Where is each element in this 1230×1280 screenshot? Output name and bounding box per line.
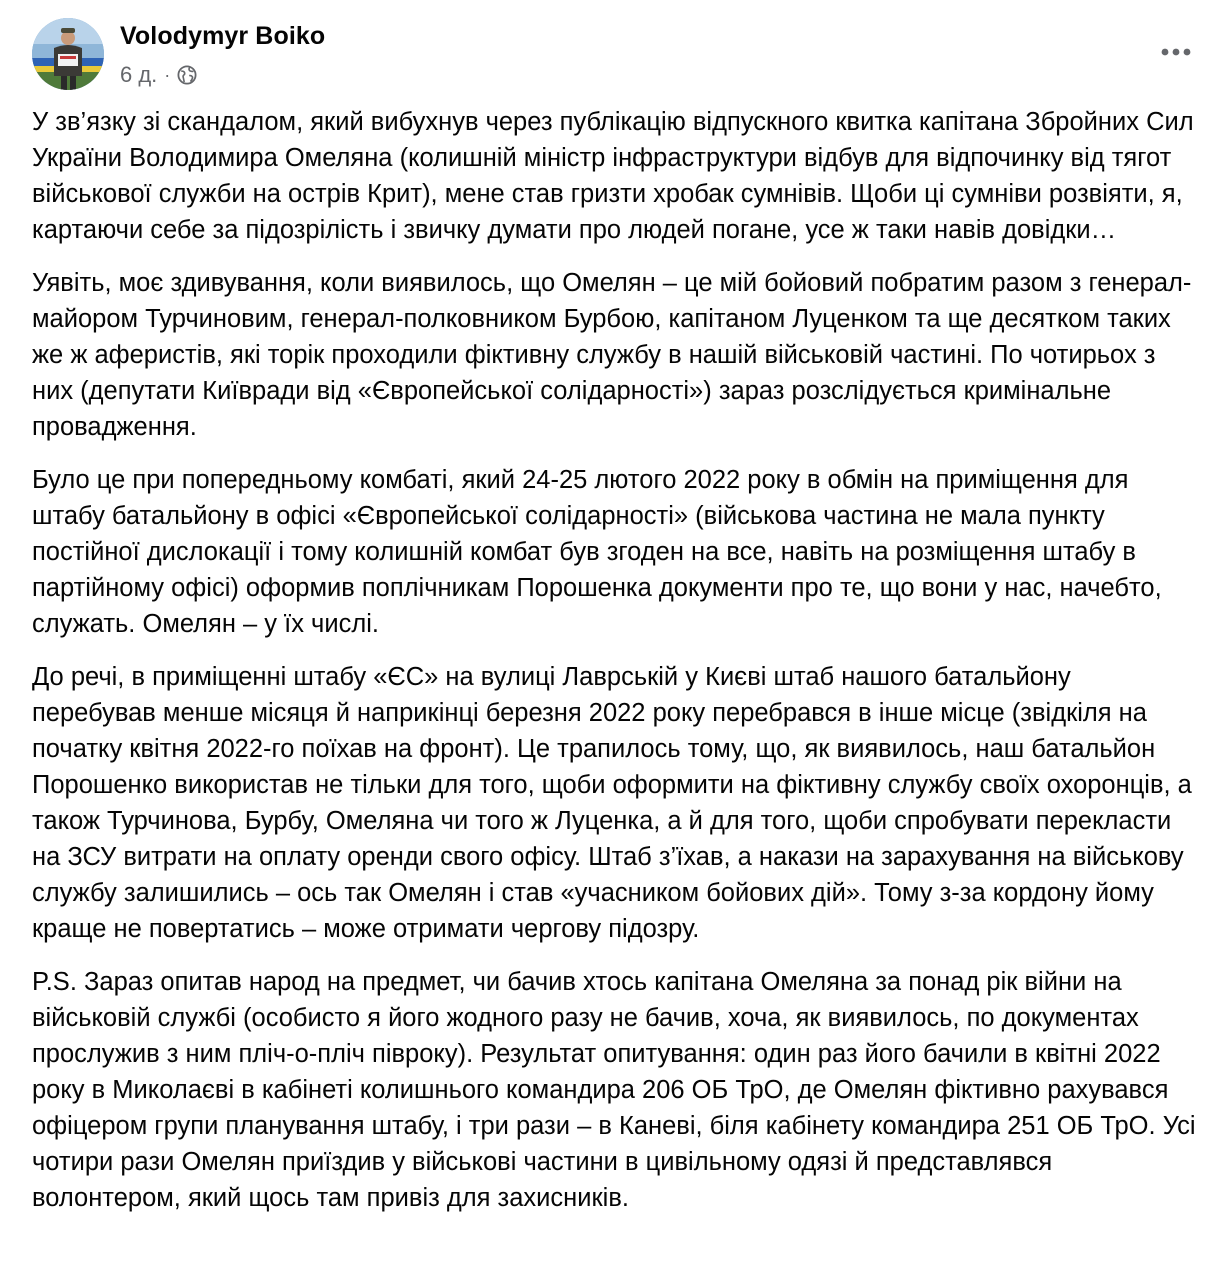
post-text — [32, 104, 1198, 1233]
more-horizontal-icon — [1161, 48, 1191, 56]
post-meta — [120, 60, 198, 90]
author-name[interactable]: Volodymyr Boiko — [120, 22, 326, 50]
profile-photo-icon — [32, 18, 104, 90]
post-timestamp[interactable]: 6 д. — [120, 62, 158, 87]
more-options-button[interactable] — [1154, 30, 1198, 74]
post-paragraph: Уявіть, моє здивування, коли виявилось, що Омелян – це мій бойовий побратим разом з генерал-майором Турчиновим, генерал-полковником Бурбою, капітаном Луценком та ще десятком таких же ж аферистів, які торік проходили фіктивну службу в нашій військовій частині. По чотирьох з них (депутати Київради від «Європейської солідарності») зараз розслідується кримінальне провадження. — [32, 269, 1192, 441]
post-header — [32, 16, 1198, 96]
post-paragraph: У зв’язку зі скандалом, який вибухнув через публікацію відпускного квитка капітана Збройних Сил України Володимира Омеляна (колишній міністр інфраструктури відбув для відпочинку від тягот військової служби на острів Крит), мене став гризти хробак сумнівів. Щоби ці сумніви розвіяти, я, картаючи себе за підозрілість і звичку думати про людей погане, усе ж таки навів довідки… — [32, 108, 1194, 244]
meta-separator: · — [164, 64, 171, 85]
post-paragraph: Було це при попередньому комбаті, який 24-25 лютого 2022 року в обмін на приміщення для штабу батальйону в офісі «Європейської солідарності» (військова частина не мала пункту постійної дислокації і тому колишній комбат був згоден на все, навіть на розміщення штабу в партійному офісі) оформив поплічникам Порошенка документи про те, що вони у нас, начебто, служать. Омелян – у їх числі. — [32, 466, 1162, 638]
post-paragraph: До речі, в приміщенні штабу «ЄС» на вулиці Лаврській у Києві штаб нашого батальйону перебував менше місяця й наприкінці березня 2022 року перебрався в інше місце (звідкіля на початку квітня 2022-го поїхав на фронт). Це трапилось тому, що, як виявилось, наш батальйон Порошенко використав не тільки для того, щоби оформити на фіктивну службу своїх охоронців, а також Турчинова, Бурбу, Омеляна чи того ж Луценка, а й для того, щоби спробувати перекласти на ЗСУ витрати на оплату оренди свого офісу. Штаб з’їхав, а накази на зарахування на військову службу залишились – ось так Омелян і став «учасником бойових дій». Тому з-за кордону йому краще не повертатись – може отримати чергову підозру. — [32, 663, 1192, 943]
author-avatar[interactable] — [32, 18, 104, 90]
post-paragraph: P.S. Зараз опитав народ на предмет, чи бачив хтось капітана Омеляна за понад рік війни на військовій службі (особисто я його жодного разу не бачив, хоча, як виявилось, по документах прослужив з ним пліч-о-пліч півроку). Результат опитування: один раз його бачили в квітні 2022 року в Миколаєві в кабінеті колишнього командира 206 ОБ ТрО, де Омелян фіктивно рахувався офіцером групи планування штабу, і три рази – в Каневі, біля кабінету командира 251 ОБ ТрО. Усі чотири рази Омелян приїздив у військові частини в цивільному одязі й представлявся волонтером, який щось там привіз для захисників. — [32, 968, 1196, 1212]
globe-icon[interactable] — [176, 64, 198, 86]
